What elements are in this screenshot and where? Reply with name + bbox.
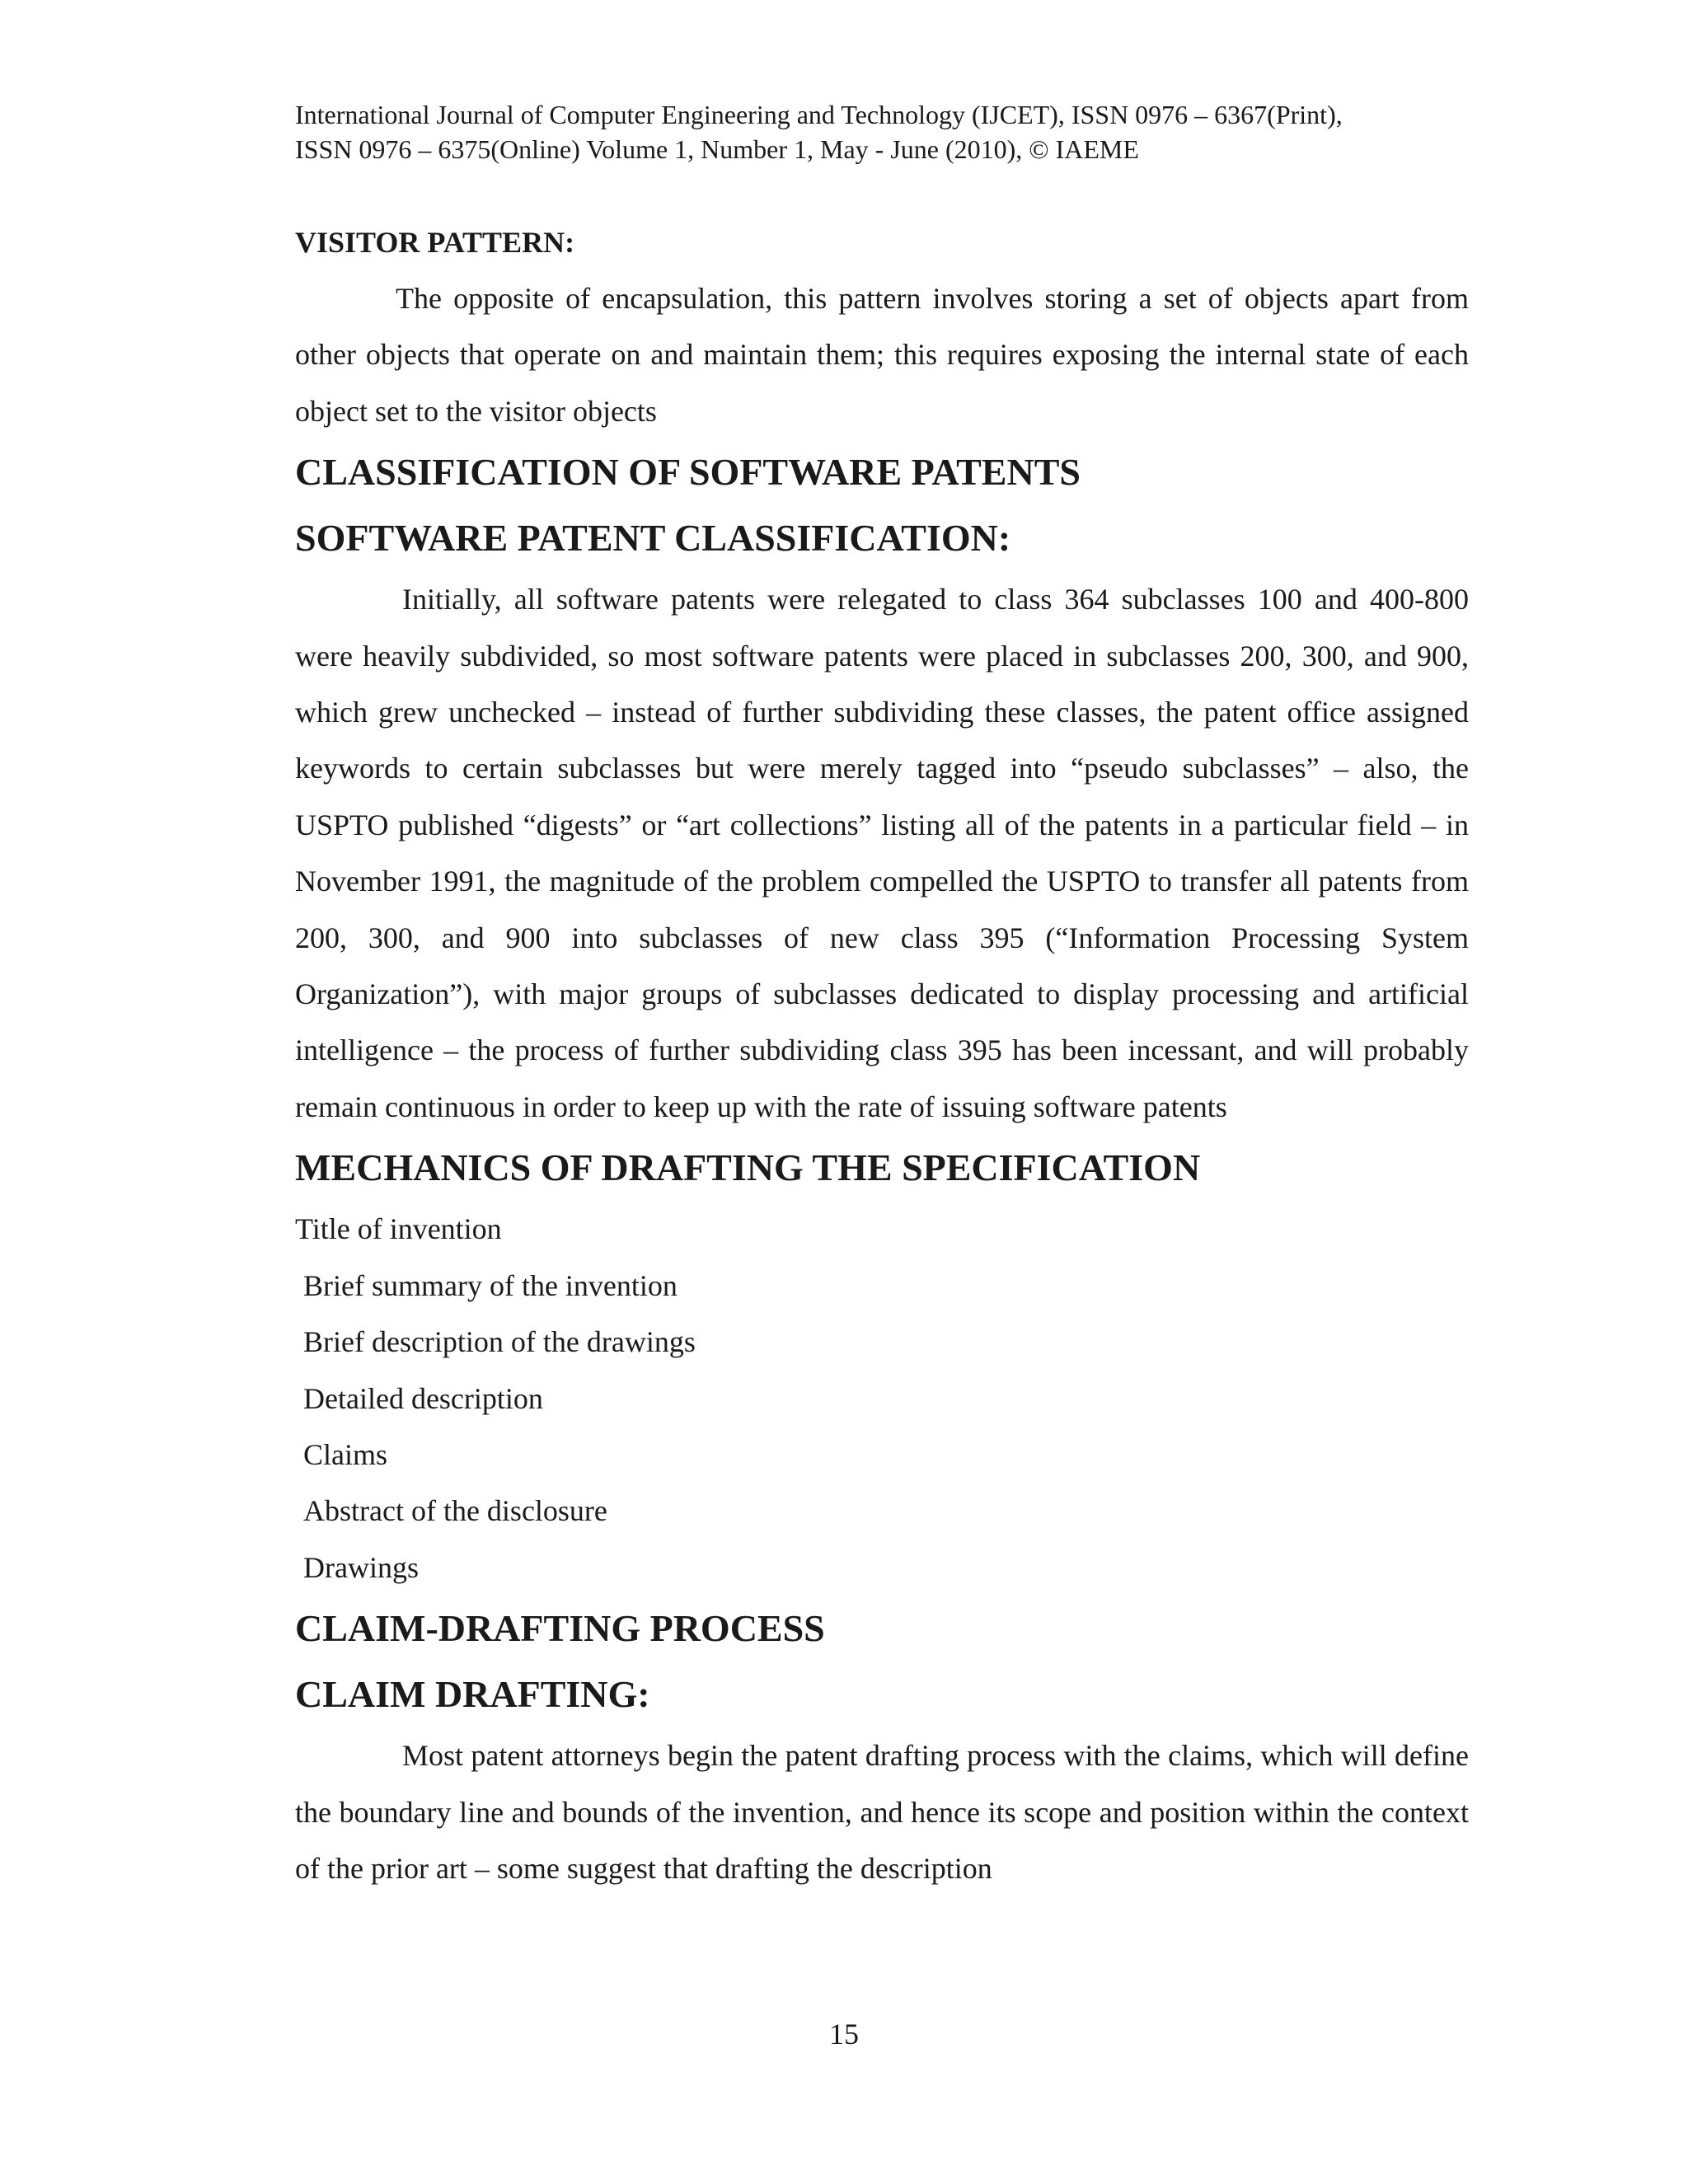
claim-drafting-subheading: CLAIM DRAFTING: bbox=[295, 1673, 650, 1716]
list-item: Title of invention bbox=[295, 1212, 502, 1246]
header-line-1: International Journal of Computer Engineering and Technology (IJCET), ISSN 0976 – 6367(Print), bbox=[295, 100, 1343, 129]
visitor-pattern-paragraph: The opposite of encapsulation, this pattern involves storing a set of objects apart from other objects that operate on and maintain them; this requires exposing the internal state of each object set to the visitor objects bbox=[295, 282, 1469, 428]
specification-parts-list bbox=[295, 1201, 1469, 1596]
claim-drafting-section bbox=[295, 1596, 1469, 1896]
header-line-2: ISSN 0976 – 6375(Online) Volume 1, Number 1, May - June (2010), © IAEME bbox=[295, 134, 1139, 164]
mechanics-heading: MECHANICS OF DRAFTING THE SPECIFICATION bbox=[295, 1146, 1201, 1189]
classification-section bbox=[295, 439, 1469, 1135]
list-item: Claims bbox=[303, 1437, 388, 1471]
claim-drafting-heading: CLAIM-DRAFTING PROCESS bbox=[295, 1607, 825, 1650]
mechanics-section bbox=[295, 1135, 1469, 1596]
list-item: Abstract of the disclosure bbox=[303, 1494, 607, 1528]
list-item: Drawings bbox=[303, 1550, 419, 1584]
list-item: Brief summary of the invention bbox=[303, 1268, 678, 1302]
classification-subheading: SOFTWARE PATENT CLASSIFICATION: bbox=[295, 517, 1011, 560]
page-number: 15 bbox=[829, 2018, 859, 2050]
visitor-pattern-section bbox=[295, 221, 1469, 439]
classification-heading: CLASSIFICATION OF SOFTWARE PATENTS bbox=[295, 451, 1081, 494]
list-item: Brief description of the drawings bbox=[303, 1325, 696, 1359]
classification-paragraph: Initially, all software patents were relegated to class 364 subclasses 100 and 400-800 were heavily subdivided, so most software patents were placed in subclasses 200, 300, and 900, which grew unchecked – instead of further subdividing these classes, the patent office assigned keywords to certain subclasses but were merely tagged into “pseudo subclasses” – also, the USPTO published “digests” or “art collections” listing all of the patents in a particular field – in November 1991, the magnitude of the problem compelled the USPTO to transfer all patents from 200, 300, and 900 into subclasses of new class 395 (“Information Processing System Organization”), with major groups of subclasses dedicated to display processing and artificial intelligence – the process of further subdividing class 395 has been incessant, and will probably remain continuous in order to keep up with the rate of issuing software patents bbox=[295, 583, 1469, 1123]
running-header bbox=[295, 97, 1531, 166]
visitor-pattern-heading: VISITOR PATTERN: bbox=[295, 226, 575, 259]
list-item: Detailed description bbox=[303, 1381, 543, 1415]
page-content bbox=[295, 221, 1469, 1896]
claim-drafting-paragraph: Most patent attorneys begin the patent drafting process with the claims, which will define the boundary line and bounds of the invention, and hence its scope and position within the context of the prior art – some suggest that drafting the description bbox=[295, 1739, 1469, 1885]
